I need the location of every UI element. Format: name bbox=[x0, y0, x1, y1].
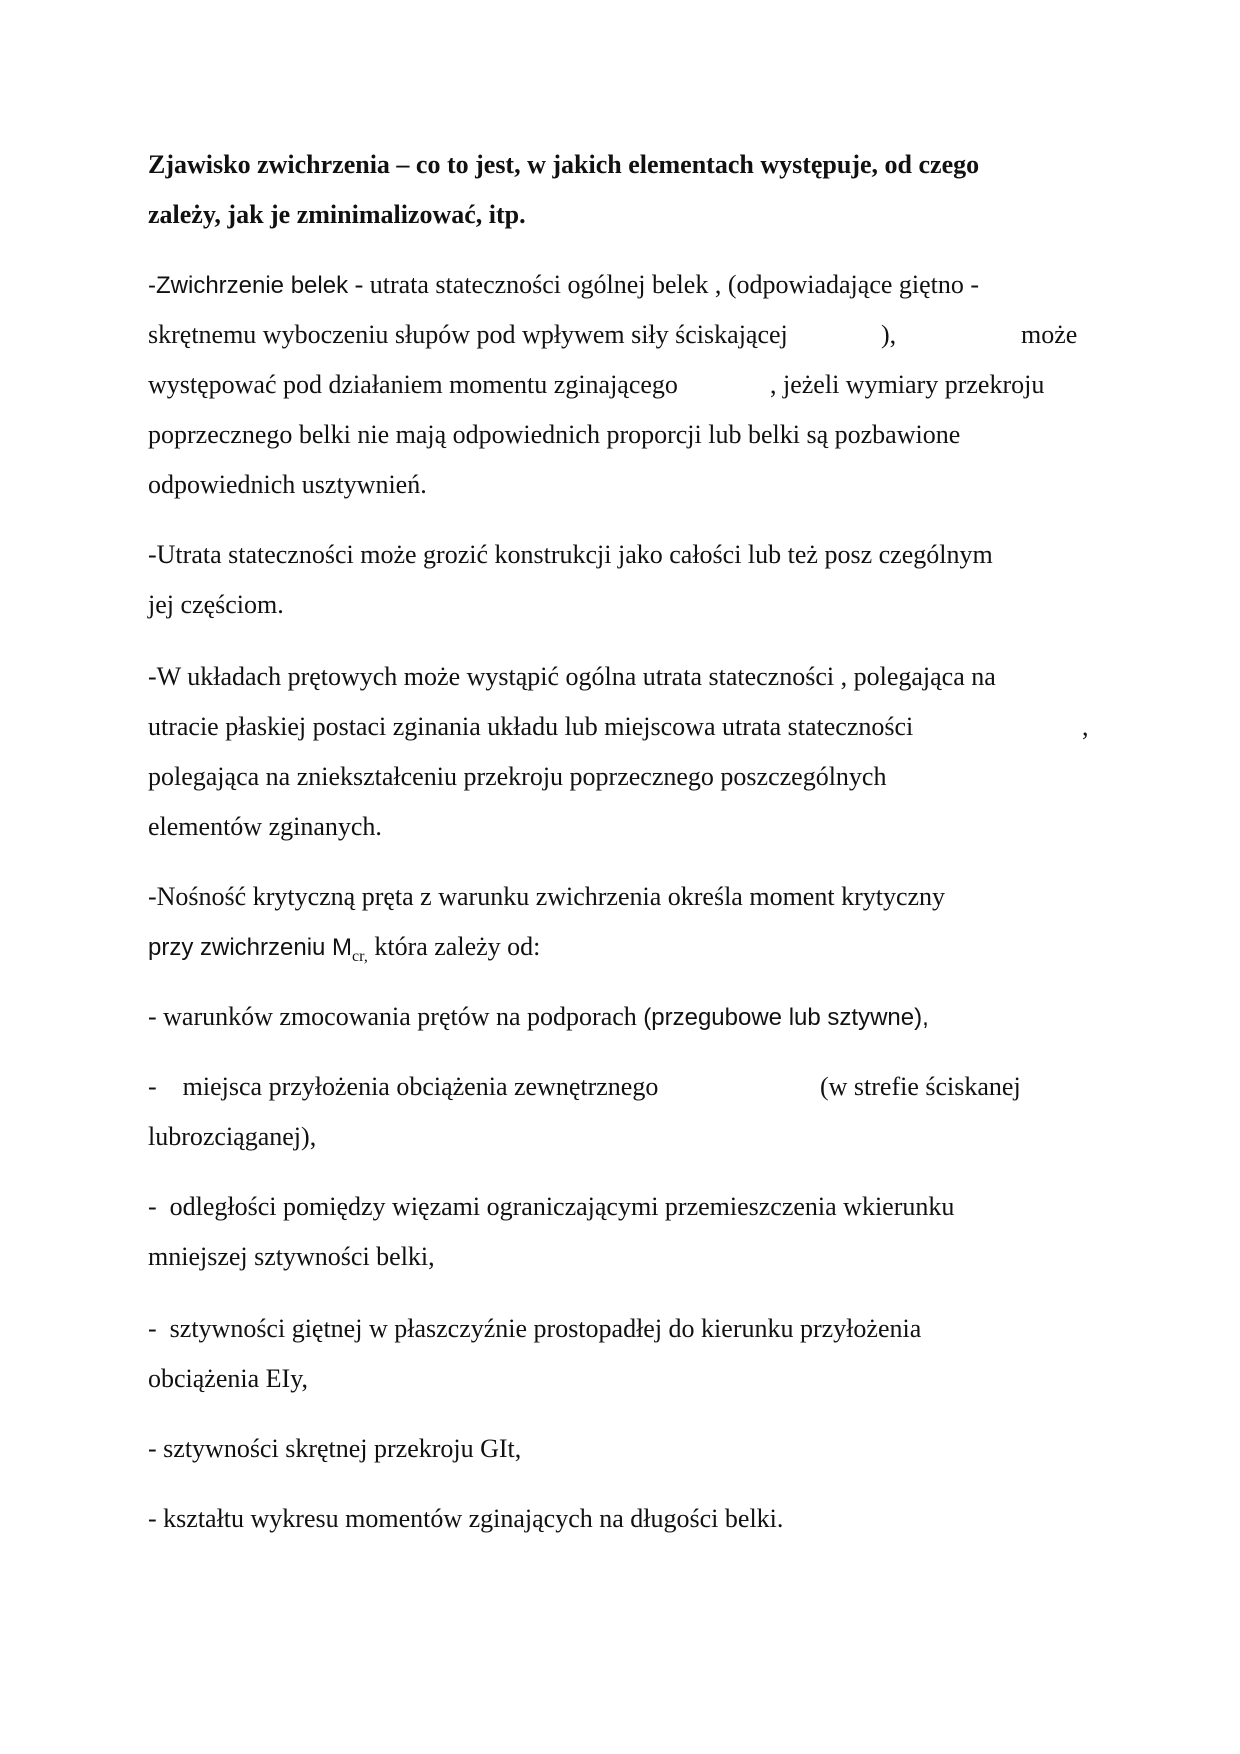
paragraph-1-line-3: występować pod działaniem momentu zginającego bbox=[148, 370, 678, 399]
list-item-2: - miejsca przyłożenia obciążenia zewnętrznego bbox=[148, 1072, 659, 1101]
list-item-2-line-2: lubrozciąganej), bbox=[148, 1122, 317, 1151]
title-line-1: Zjawisko zwichrzenia – co to jest, w jakich elementach występuje, od czego bbox=[148, 150, 980, 179]
paragraph-1-line-2-end: może bbox=[1021, 320, 1078, 349]
paragraph-1-line-2-close: ), bbox=[881, 320, 897, 349]
paragraph-4-line-1: -Nośność krytyczną pręta z warunku zwichrzenia określa moment krytyczny bbox=[148, 882, 946, 911]
list-item-6: - kształtu wykresu momentów zginających na długości belki. bbox=[148, 1504, 784, 1533]
list-item-5: - sztywności skrętnej przekroju GIt, bbox=[148, 1434, 522, 1463]
list-item-4-line-2: obciążenia EIy, bbox=[148, 1364, 308, 1393]
title-line-2: zależy, jak je zminimalizować, itp. bbox=[148, 200, 526, 229]
paragraph-3-line-4: elementów zginanych. bbox=[148, 812, 382, 841]
list-item-1: - warunków zmocowania prętów na podporach (przegubowe lub sztywne), bbox=[148, 1002, 929, 1031]
paragraph-3-line-3: polegająca na zniekształceniu przekroju poprzecznego poszczególnych bbox=[148, 762, 887, 791]
list-item-3-line-2: mniejszej sztywności belki, bbox=[148, 1242, 435, 1271]
paragraph-2-line-1: -Utrata stateczności może grozić konstrukcji jako całości lub też posz czególnym bbox=[148, 540, 993, 569]
list-item-4: - sztywności giętnej w płaszczyźnie prostopadłej do kierunku przyłożenia bbox=[148, 1314, 922, 1343]
list-item-2-cont: (w strefie ściskanej bbox=[820, 1072, 1021, 1101]
paragraph-1-line-3-end: , jeżeli wymiary przekroju bbox=[770, 370, 1045, 399]
paragraph-4-line-2: przy zwichrzeniu $M_{cr,}$ która zależy od: bbox=[148, 932, 541, 965]
paragraph-1-line-5: odpowiednich usztywnień. bbox=[148, 470, 427, 499]
list-item-3: - odległości pomiędzy więzami ograniczającymi przemieszczenia wkierunku bbox=[148, 1192, 955, 1221]
paragraph-1-line-1: -Zwichrzenie belek - utrata stateczności ogólnej belek , (odpowiadające giętno - bbox=[148, 270, 980, 299]
paragraph-3-line-1: -W układach prętowych może wystąpić ogólna utrata stateczności , polegająca na bbox=[148, 662, 996, 691]
paragraph-1-line-4: poprzecznego belki nie mają odpowiednich proporcji lub belki są pozbawione bbox=[148, 420, 961, 449]
term-moment-krytyczny: przy zwichrzeniu M bbox=[148, 934, 353, 961]
paragraph-3-line-2-comma: , bbox=[1082, 712, 1089, 741]
paragraph-2-line-2: jej częściom. bbox=[148, 590, 284, 619]
paragraph-3-line-2: utracie płaskiej postaci zginania układu lub miejscowa utrata stateczności bbox=[148, 712, 914, 741]
term-zwichrzenie: -Zwichrzenie belek bbox=[148, 272, 349, 299]
paragraph-1-line-2: skrętnemu wyboczeniu słupów pod wpływem siły ściskającej bbox=[148, 320, 788, 349]
